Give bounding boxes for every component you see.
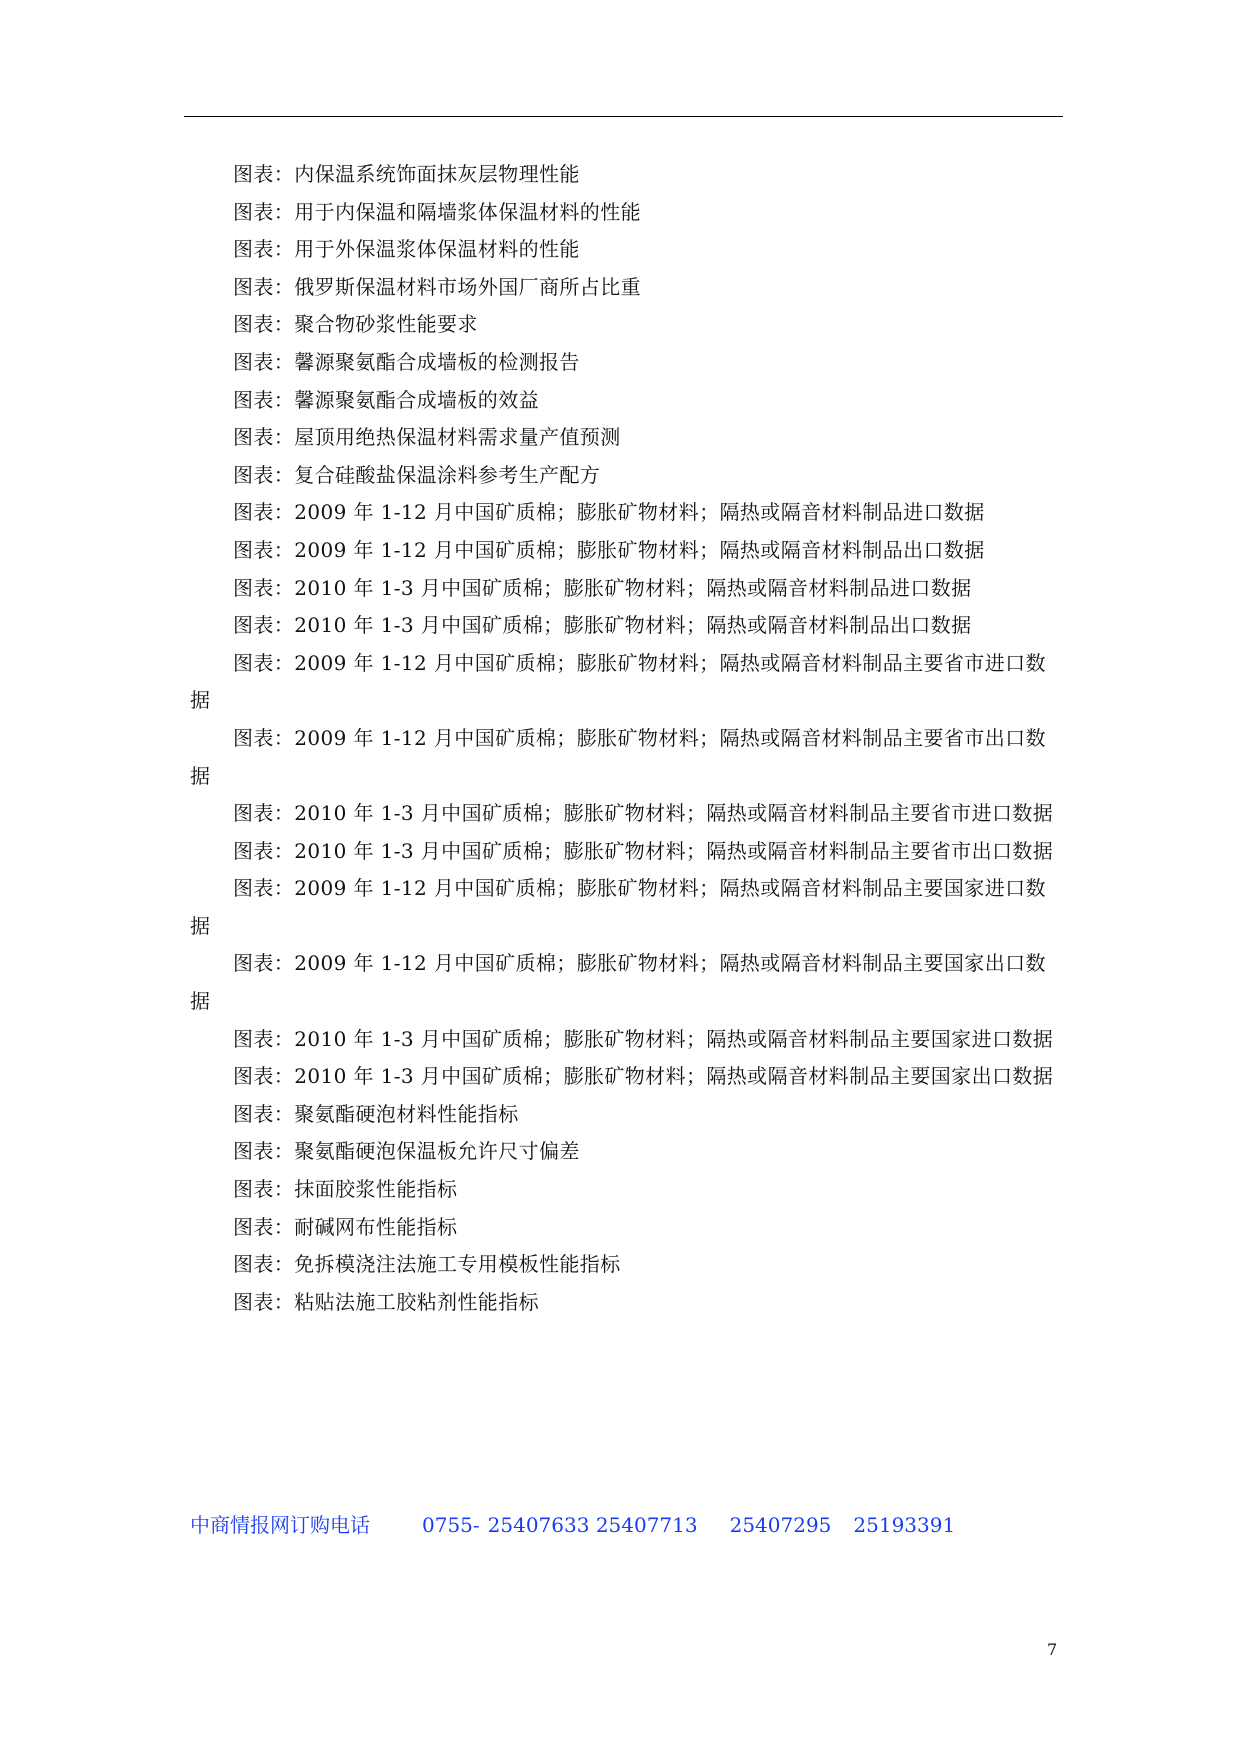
figure-label: 图表： xyxy=(233,1177,295,1202)
figure-list-item xyxy=(190,382,1060,420)
figure-title: 屋顶用绝热保温材料需求量产值预测 xyxy=(294,425,621,450)
figure-list-item xyxy=(190,231,1060,269)
figure-list xyxy=(190,156,1060,1321)
figure-title: 免拆模浇注法施工专用模板性能指标 xyxy=(294,1252,621,1277)
figure-list-item xyxy=(190,1133,1060,1171)
figure-list-item xyxy=(190,645,1060,720)
figure-list-item xyxy=(190,1021,1060,1059)
figure-title: 聚氨酯硬泡保温板允许尺寸偏差 xyxy=(294,1139,580,1164)
figure-list-item xyxy=(190,1058,1060,1096)
figure-title: 复合硅酸盐保温涂料参考生产配方 xyxy=(294,462,601,487)
figure-list-item xyxy=(190,306,1060,344)
figure-label: 图表： xyxy=(233,274,295,299)
figure-title: 2010 年 1-3 月中国矿质棉；膨胀矿物材料；隔热或隔音材料制品主要省市进口数据 xyxy=(294,801,1054,826)
figure-list-item xyxy=(190,194,1060,232)
figure-list-item xyxy=(190,1171,1060,1209)
figure-label: 图表： xyxy=(233,237,295,262)
figure-list-item xyxy=(190,269,1060,307)
figure-title: 用于外保温浆体保温材料的性能 xyxy=(294,237,580,262)
figure-label: 图表： xyxy=(233,425,295,450)
figure-title: 2009 年 1-12 月中国矿质棉；膨胀矿物材料；隔热或隔音材料制品主要省市进口数据 xyxy=(190,650,1046,713)
figure-label: 图表： xyxy=(233,1139,295,1164)
figure-label: 图表： xyxy=(233,349,295,374)
figure-title: 粘贴法施工胶粘剂性能指标 xyxy=(294,1289,540,1314)
figure-list-item xyxy=(190,607,1060,645)
figure-list-item xyxy=(190,494,1060,532)
figure-title: 2009 年 1-12 月中国矿质棉；膨胀矿物材料；隔热或隔音材料制品进口数据 xyxy=(294,500,985,525)
figure-label: 图表： xyxy=(233,650,295,675)
figure-title: 2010 年 1-3 月中国矿质棉；膨胀矿物材料；隔热或隔音材料制品进口数据 xyxy=(294,575,972,600)
figure-title: 2010 年 1-3 月中国矿质棉；膨胀矿物材料；隔热或隔音材料制品主要国家出口数据 xyxy=(294,1064,1054,1089)
figure-label: 图表： xyxy=(233,162,295,186)
figure-title: 内保温系统饰面抹灰层物理性能 xyxy=(294,162,580,186)
phone-number: 25407713 xyxy=(595,1513,698,1537)
figure-label: 图表： xyxy=(233,500,295,525)
figure-title: 馨源聚氨酯合成墙板的效益 xyxy=(294,387,540,412)
figure-title: 2009 年 1-12 月中国矿质棉；膨胀矿物材料；隔热或隔音材料制品主要国家进口数据 xyxy=(190,876,1046,938)
figure-title: 2010 年 1-3 月中国矿质棉；膨胀矿物材料；隔热或隔音材料制品主要国家进口数据 xyxy=(294,1026,1054,1051)
figure-list-item xyxy=(190,570,1060,608)
figure-title: 2009 年 1-12 月中国矿质棉；膨胀矿物材料；隔热或隔音材料制品出口数据 xyxy=(294,537,985,562)
figure-label: 图表： xyxy=(233,387,295,412)
figure-title: 聚合物砂浆性能要求 xyxy=(294,312,478,337)
figure-list-item xyxy=(190,532,1060,570)
figure-list-item xyxy=(190,945,1060,1020)
figure-list-item xyxy=(190,457,1060,495)
figure-label: 图表： xyxy=(233,312,295,337)
order-phone-label: 中商情报网订购电话 xyxy=(190,1513,370,1537)
figure-title: 馨源聚氨酯合成墙板的检测报告 xyxy=(294,349,580,374)
phone-number: 25407633 xyxy=(487,1513,590,1537)
figure-list-item xyxy=(190,1284,1060,1322)
figure-label: 图表： xyxy=(233,876,295,901)
figure-list-item xyxy=(190,1246,1060,1284)
figure-title: 2009 年 1-12 月中国矿质棉；膨胀矿物材料；隔热或隔音材料制品主要国家出口数据 xyxy=(190,951,1046,1014)
figure-list-item xyxy=(190,344,1060,382)
figure-label: 图表： xyxy=(233,951,295,976)
figure-label: 图表： xyxy=(233,537,295,562)
figure-label: 图表： xyxy=(233,575,295,600)
figure-label: 图表： xyxy=(233,613,295,638)
figure-list-item xyxy=(190,720,1060,795)
figure-title: 2010 年 1-3 月中国矿质棉；膨胀矿物材料；隔热或隔音材料制品主要省市出口数据 xyxy=(294,838,1054,863)
figure-list-item xyxy=(190,419,1060,457)
figure-title: 耐碱网布性能指标 xyxy=(294,1214,458,1239)
figure-title: 聚氨酯硬泡材料性能指标 xyxy=(294,1101,519,1126)
figure-title: 2009 年 1-12 月中国矿质棉；膨胀矿物材料；隔热或隔音材料制品主要省市出口数据 xyxy=(190,725,1046,788)
figure-label: 图表： xyxy=(233,838,295,863)
figure-label: 图表： xyxy=(233,462,295,487)
phone-number: 25407295 xyxy=(729,1513,832,1537)
figure-label: 图表： xyxy=(233,1026,295,1051)
figure-label: 图表： xyxy=(233,1214,295,1239)
figure-label: 图表： xyxy=(233,725,295,750)
figure-label: 图表： xyxy=(233,199,295,224)
figure-label: 图表： xyxy=(233,1064,295,1089)
order-phone-line xyxy=(190,1511,955,1539)
figure-title: 俄罗斯保温材料市场外国厂商所占比重 xyxy=(294,274,642,299)
phone-area-code: 0755- xyxy=(422,1513,480,1537)
figure-list-item xyxy=(190,1096,1060,1134)
figure-list-item xyxy=(190,1209,1060,1247)
figure-label: 图表： xyxy=(233,1101,295,1126)
page-number: 7 xyxy=(1047,1640,1058,1659)
figure-list-item xyxy=(190,795,1060,833)
figure-list-item xyxy=(190,156,1060,194)
header-rule xyxy=(184,116,1063,117)
figure-list-item xyxy=(190,833,1060,871)
figure-label: 图表： xyxy=(233,1289,295,1314)
figure-title: 2010 年 1-3 月中国矿质棉；膨胀矿物材料；隔热或隔音材料制品出口数据 xyxy=(294,613,972,638)
figure-label: 图表： xyxy=(233,1252,295,1277)
figure-label: 图表： xyxy=(233,801,295,826)
phone-number: 25193391 xyxy=(853,1513,956,1537)
figure-list-item xyxy=(190,870,1060,945)
figure-title: 用于内保温和隔墙浆体保温材料的性能 xyxy=(294,199,642,224)
figure-title: 抹面胶浆性能指标 xyxy=(294,1177,458,1202)
